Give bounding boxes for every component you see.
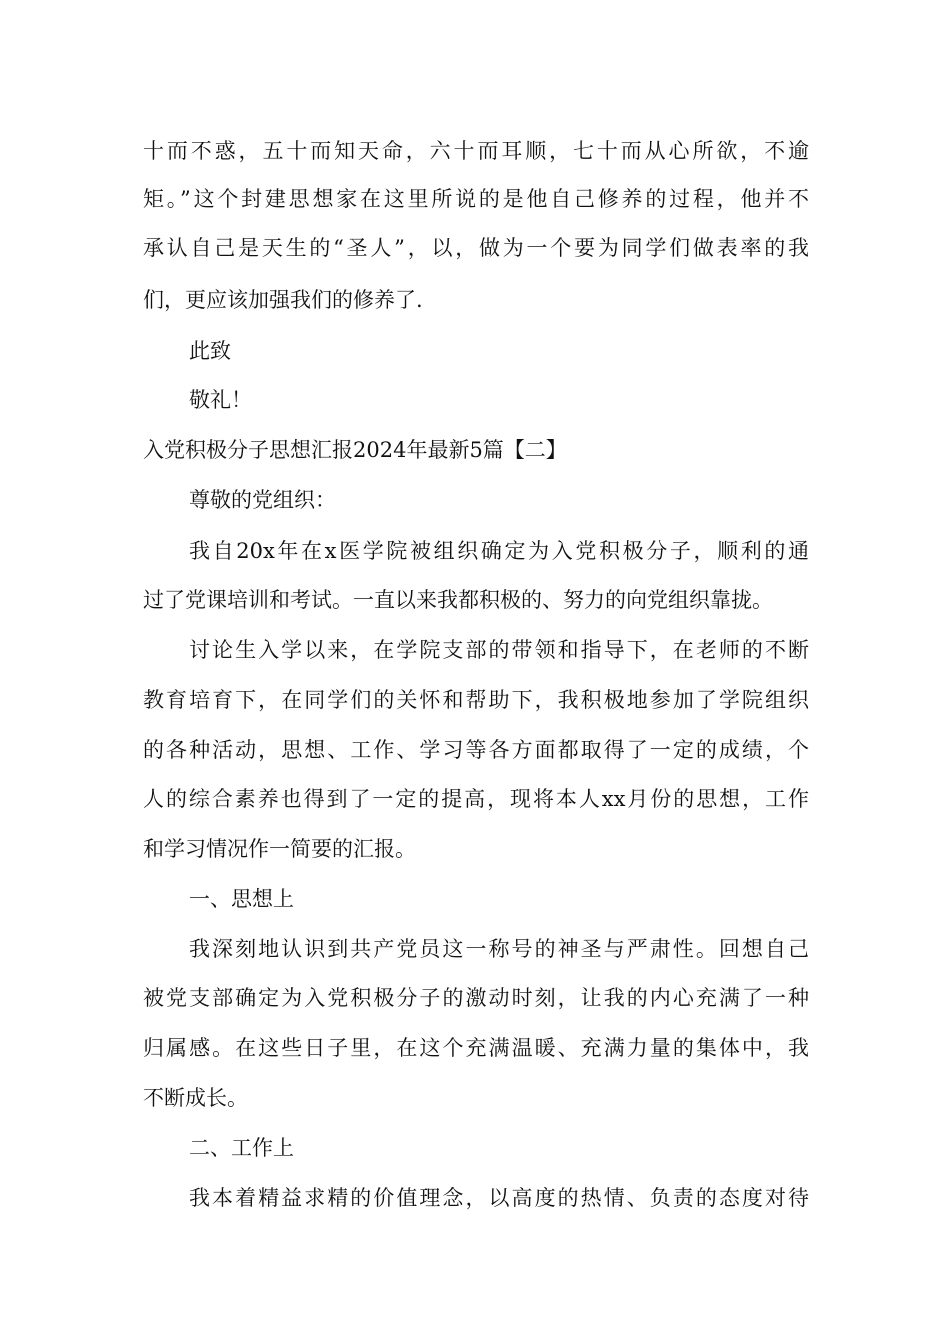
text-line: 我自20x年在x医学院被组织确定为入党积极分子，顺利的通 — [189, 539, 809, 563]
text-line: 十而不惑，五十而知天命，六十而耳顺，七十而从心所欲，不逾 — [143, 139, 809, 163]
text-line: 承认自己是天生的“圣人”，以，做为一个要为同学们做表率的我 — [143, 236, 809, 260]
greeting-line: 尊敬的党组织： — [189, 488, 336, 512]
closing-line: 此致 — [189, 339, 231, 363]
text-line: 讨论生入学以来，在学院支部的带领和指导下，在老师的不断 — [189, 638, 809, 662]
text-line: 我深刻地认识到共产党员这一称号的神圣与严肃性。回想自己 — [189, 937, 809, 961]
text-line: 们，更应该加强我们的修养了. — [143, 288, 423, 312]
subheading-line: 一、思想上 — [189, 887, 294, 911]
text-line: 归属感。在这些日子里，在这个充满温暖、充满力量的集体中，我 — [143, 1036, 809, 1060]
text-line: 和学习情况作一简要的汇报。 — [143, 837, 416, 861]
text-line: 我本着精益求精的价值理念，以高度的热情、负责的态度对待 — [189, 1186, 809, 1210]
text-line: 过了党课培训和考试。一直以来我都积极的、努力的向党组织靠拢。 — [143, 588, 773, 612]
subheading-line: 二、工作上 — [189, 1136, 294, 1160]
text-line: 人的综合素养也得到了一定的提高，现将本人xx月份的思想，工作 — [143, 787, 809, 811]
salutation-line: 敬礼！ — [189, 388, 252, 412]
text-line: 被党支部确定为入党积极分子的激动时刻，让我的内心充满了一种 — [143, 986, 809, 1010]
text-line: 的各种活动，思想、工作、学习等各方面都取得了一定的成绩，个 — [143, 738, 809, 762]
text-line: 矩。”这个封建思想家在这里所说的是他自己修养的过程，他并不 — [143, 187, 809, 211]
text-line: 教育培育下，在同学们的关怀和帮助下，我积极地参加了学院组织 — [143, 688, 809, 712]
text-line: 不断成长。 — [143, 1086, 248, 1110]
section-title: 入党积极分子思想汇报2024年最新5篇【二】 — [143, 438, 567, 462]
